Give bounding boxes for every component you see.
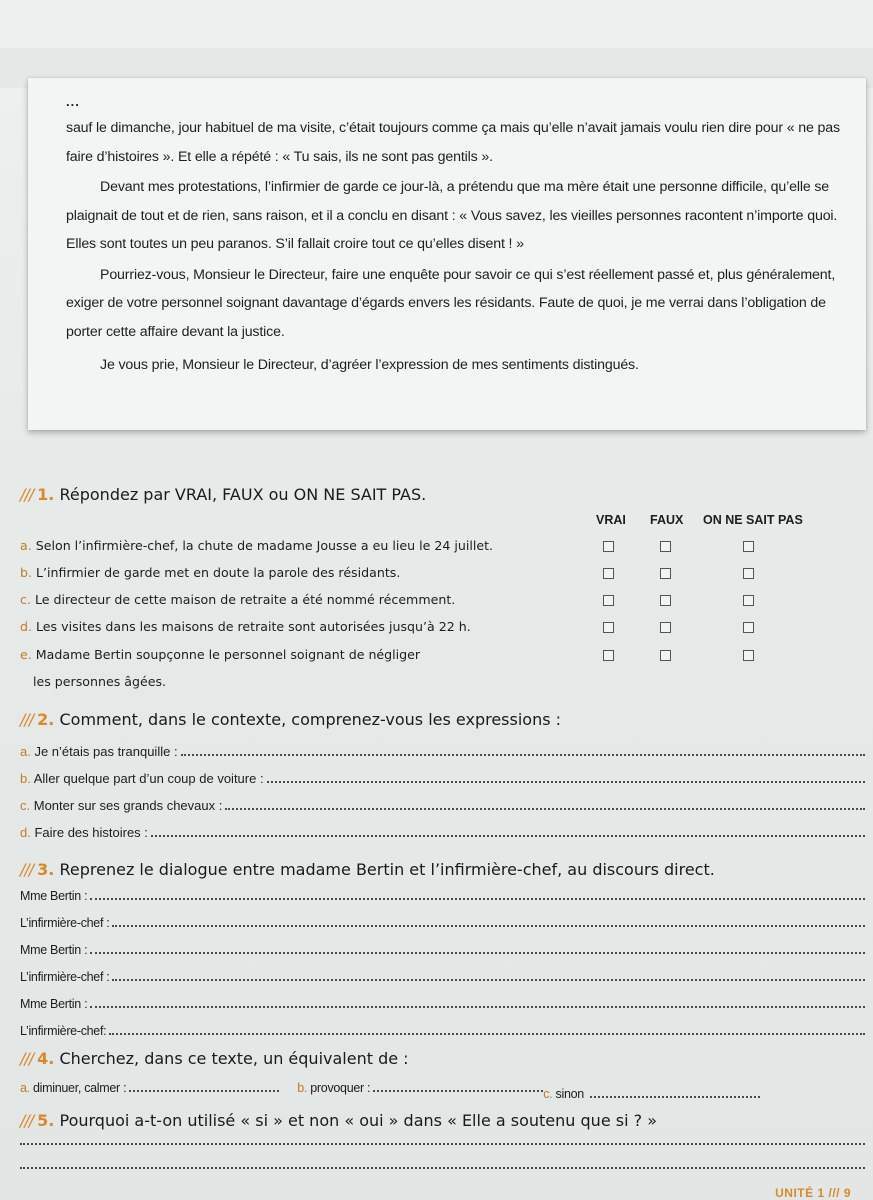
equivalent-row: [20, 1073, 865, 1101]
exercise-number: 2.: [37, 710, 55, 729]
letter-excerpt-box: [28, 78, 866, 430]
letter-paragraph-3: Pourriez-vous, Monsieur le Directeur, faire une enquête pour savoir ce qui s’est réellement passé et, plus généralement, exiger de votre personnel soignant davantage d’égards envers les résidants. Faute de quoi, je me verrai dans l’obligation de porter cette affaire devant la justice.: [66, 266, 836, 340]
checkbox-faux-a[interactable]: [660, 541, 671, 552]
exercise-title: Répondez par VRAI, FAUX ou ON NE SAIT PAS.: [59, 485, 427, 504]
dialogue-line-1: [20, 881, 865, 903]
checkbox-on-ne-sait-pas-e[interactable]: [743, 650, 754, 661]
answer-line-c[interactable]: [225, 792, 865, 810]
letter-closing: Je vous prie, Monsieur le Directeur, d’agréer l’expression de mes sentiments distingués.: [100, 357, 639, 373]
dialogue-line-2: [20, 908, 865, 930]
exercise-marker: ///: [20, 485, 34, 504]
item-letter: c.: [543, 1087, 553, 1101]
exercise-2-heading: [20, 710, 865, 729]
item-letter: a.: [20, 744, 31, 759]
speaker-label: Mme Bertin :: [20, 943, 88, 957]
equivalent-label-a: diminuer, calmer :: [33, 1081, 127, 1095]
column-faux: FAUX: [650, 513, 684, 527]
exercise-title: Cherchez, dans ce texte, un équivalent de :: [59, 1049, 409, 1068]
statement-row-a: [20, 538, 865, 562]
exercise-marker: ///: [20, 860, 34, 879]
equivalent-answer-c[interactable]: [590, 1080, 760, 1098]
expression-row-b: [20, 764, 865, 786]
speaker-label: L’infirmière-chef:: [20, 1024, 107, 1038]
answer-line-ex5-2: [20, 1150, 865, 1172]
checkbox-vrai-b[interactable]: [603, 568, 614, 579]
item-letter: e.: [20, 647, 32, 662]
item-letter: d.: [20, 825, 31, 840]
exercise-title: Pourquoi a-t-on utilisé « si » et non « oui » dans « Elle a soutenu que si ? »: [59, 1111, 657, 1130]
item-letter: c.: [20, 592, 31, 607]
item-letter: d.: [20, 619, 32, 634]
item-letter: c.: [20, 798, 31, 813]
checkbox-on-ne-sait-pas-c[interactable]: [743, 595, 754, 606]
statement-text: Les visites dans les maisons de retraite sont autorisées jusqu’à 22 h.: [36, 619, 471, 634]
checkbox-on-ne-sait-pas-d[interactable]: [743, 622, 754, 633]
checkbox-on-ne-sait-pas-a[interactable]: [743, 541, 754, 552]
dialogue-answer-6[interactable]: [109, 1017, 865, 1035]
exercise-number: 3.: [37, 860, 55, 879]
ellipsis-marker: ...: [66, 94, 80, 109]
statement-row-c: [20, 592, 865, 616]
statement-row-b: [20, 565, 865, 589]
expression-text: Monter sur ses grands chevaux :: [33, 798, 223, 813]
letter-paragraph-2: Devant mes protestations, l’infirmier de garde ce jour-là, a prétendu que ma mère était une personne difficile, qu’elle se plaignait de tout et de rien, sans raison, et il a conclu en disant : « Vous savez, les vieilles personnes racontent n’importe quoi. Elles sont toutes un peu paranos. S’il fallait croire tout ce qu’elles disent ! »: [66, 179, 838, 252]
dialogue-line-4: [20, 962, 865, 984]
dialogue-line-3: [20, 935, 865, 957]
checkbox-on-ne-sait-pas-b[interactable]: [743, 568, 754, 579]
answer-line-b[interactable]: [267, 765, 865, 783]
dialogue-answer-1[interactable]: [90, 882, 865, 900]
checkbox-faux-b[interactable]: [660, 568, 671, 579]
exercise-marker: ///: [20, 710, 34, 729]
statement-e-continuation: les personnes âgées.: [33, 674, 167, 689]
true-false-column-headers: [596, 513, 803, 527]
statement-text: Le directeur de cette maison de retraite a été nommé récemment.: [34, 592, 456, 607]
letter-paragraph-1: sauf le dimanche, jour habituel de ma visite, c’était toujours comme ça mais qu’elle n’avait jamais voulu rien dire pour « ne pas faire d’histoires ». Et elle a répété : « Tu sais, ils ne sont pas gentils ».: [66, 120, 840, 165]
statement-text: Selon l’infirmière-chef, la chute de madame Jousse a eu lieu le 24 juillet.: [35, 538, 494, 553]
column-on-ne-sait-pas: ON NE SAIT PAS: [703, 513, 803, 527]
dialogue-line-5: [20, 989, 865, 1011]
exercise-4-heading: [20, 1049, 865, 1068]
dialogue-answer-3[interactable]: [90, 936, 865, 954]
statement-row-d: [20, 619, 865, 643]
item-letter: b.: [297, 1081, 308, 1095]
expression-row-a: [20, 737, 865, 759]
dialogue-answer-4[interactable]: [112, 963, 865, 981]
expression-row-c: [20, 791, 865, 813]
checkbox-faux-c[interactable]: [660, 595, 671, 606]
answer-line-d[interactable]: [151, 819, 865, 837]
expression-text: Faire des histoires :: [34, 825, 148, 840]
expression-row-d: [20, 818, 865, 840]
ex5-answer-1[interactable]: [20, 1127, 865, 1145]
expression-text: Je n’étais pas tranquille :: [34, 744, 178, 759]
answer-line-ex5-1: [20, 1126, 865, 1148]
speaker-label: Mme Bertin :: [20, 889, 88, 903]
equivalent-label-b: provoquer :: [310, 1081, 371, 1095]
exercise-1-heading: [20, 485, 865, 504]
expression-text: Aller quelque part d’un coup de voiture :: [33, 771, 264, 786]
speaker-label: L’infirmière-chef :: [20, 916, 110, 930]
checkbox-faux-d[interactable]: [660, 622, 671, 633]
dialogue-line-6: [20, 1016, 865, 1038]
statement-text: Madame Bertin soupçonne le personnel soignant de négliger: [35, 647, 421, 662]
exercise-title: Reprenez le dialogue entre madame Bertin et l’infirmière-chef, au discours direct.: [59, 860, 715, 879]
speaker-label: Mme Bertin :: [20, 997, 88, 1011]
exercise-number: 5.: [37, 1111, 55, 1130]
answer-line-a[interactable]: [181, 738, 865, 756]
checkbox-faux-e[interactable]: [660, 650, 671, 661]
item-letter: b.: [20, 771, 31, 786]
equivalent-answer-b[interactable]: [373, 1074, 543, 1092]
equivalent-label-c: sinon: [555, 1087, 584, 1101]
checkbox-vrai-a[interactable]: [603, 541, 614, 552]
dialogue-answer-5[interactable]: [90, 990, 865, 1008]
statement-row-e: [20, 647, 865, 671]
equivalent-answer-a[interactable]: [129, 1074, 279, 1092]
checkbox-vrai-e[interactable]: [603, 650, 614, 661]
exercise-number: 4.: [37, 1049, 55, 1068]
item-letter: a.: [20, 538, 32, 553]
exercise-marker: ///: [20, 1111, 34, 1130]
statement-text: L’infirmier de garde met en doute la parole des résidants.: [36, 565, 401, 580]
speaker-label: L’infirmière-chef :: [20, 970, 110, 984]
item-letter: a.: [20, 1081, 30, 1095]
checkbox-vrai-d[interactable]: [603, 622, 614, 633]
item-letter: b.: [20, 565, 32, 580]
dialogue-answer-2[interactable]: [112, 909, 865, 927]
exercise-3-heading: [20, 860, 865, 879]
exercise-number: 1.: [37, 485, 55, 504]
checkbox-vrai-c[interactable]: [603, 595, 614, 606]
exercise-marker: ///: [20, 1049, 34, 1068]
exercise-title: Comment, dans le contexte, comprenez-vous les expressions :: [59, 710, 562, 729]
ex5-answer-2[interactable]: [20, 1151, 865, 1169]
page-footer: UNITÉ 1 /// 9: [775, 1186, 851, 1200]
column-vrai: VRAI: [596, 513, 626, 527]
